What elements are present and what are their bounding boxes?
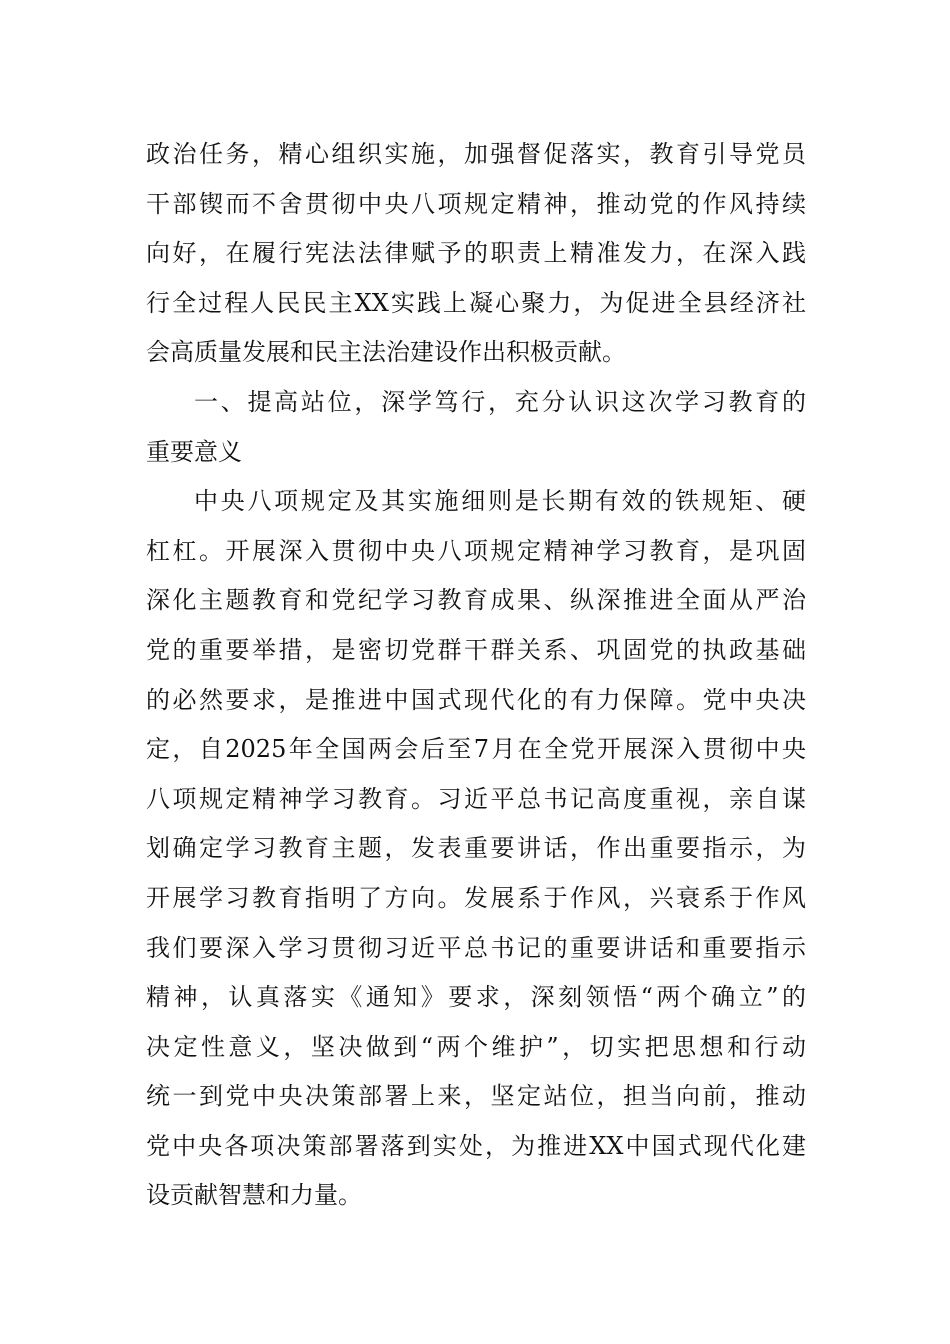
text-line: 行全过程人民民主XX实践上凝心聚力，为促进全县经济社 [146, 288, 806, 317]
heading-line: 一、提高站位，深学笃行，充分认识这次学习教育的 [194, 387, 806, 416]
paragraph-continuation [146, 130, 806, 378]
text-line: 杠杠。开展深入贯彻中央八项规定精神学习教育，是巩固 [146, 536, 806, 565]
section-heading [146, 378, 806, 477]
body-paragraph [146, 477, 806, 1221]
text-line: 设贡献智慧和力量。 [146, 1181, 362, 1210]
text-line: 精神，认真落实《通知》要求，深刻领悟“两个确立”的 [146, 983, 806, 1012]
text-line: 决定性意义，坚决做到“两个维护”，切实把思想和行动 [146, 1032, 806, 1061]
text-line: 会高质量发展和民主法治建设作出积极贡献。 [146, 338, 626, 367]
text-line: 政治任务，精心组织实施，加强督促落实，教育引导党员 [146, 140, 806, 168]
document-body [146, 130, 806, 1221]
text-line: 干部锲而不舍贯彻中央八项规定精神，推动党的作风持续 [146, 189, 806, 218]
text-line: 八项规定精神学习教育。习近平总书记高度重视，亲自谋 [146, 784, 806, 813]
text-line: 的必然要求，是推进中国式现代化的有力保障。党中央决 [146, 685, 806, 714]
heading-line: 重要意义 [146, 437, 242, 466]
text-line: 划确定学习教育主题，发表重要讲话，作出重要指示，为 [146, 834, 806, 863]
text-line: 开展学习教育指明了方向。发展系于作风，兴衰系于作风 [146, 883, 806, 912]
text-line: 我们要深入学习贯彻习近平总书记的重要讲话和重要指示 [146, 933, 806, 962]
text-line: 党的重要举措，是密切党群干群关系、巩固党的执政基础 [146, 635, 806, 664]
text-line: 深化主题教育和党纪学习教育成果、纵深推进全面从严治 [146, 586, 806, 615]
text-line: 党中央各项决策部署落到实处，为推进XX中国式现代化建 [146, 1131, 806, 1160]
text-line: 定，自2025年全国两会后至7月在全党开展深入贯彻中央 [146, 735, 806, 764]
text-line: 中央八项规定及其实施细则是长期有效的铁规矩、硬 [194, 487, 806, 516]
text-line: 统一到党中央决策部署上来，坚定站位，担当向前，推动 [146, 1082, 806, 1111]
text-line: 向好，在履行宪法法律赋予的职责上精准发力，在深入践 [146, 239, 806, 268]
